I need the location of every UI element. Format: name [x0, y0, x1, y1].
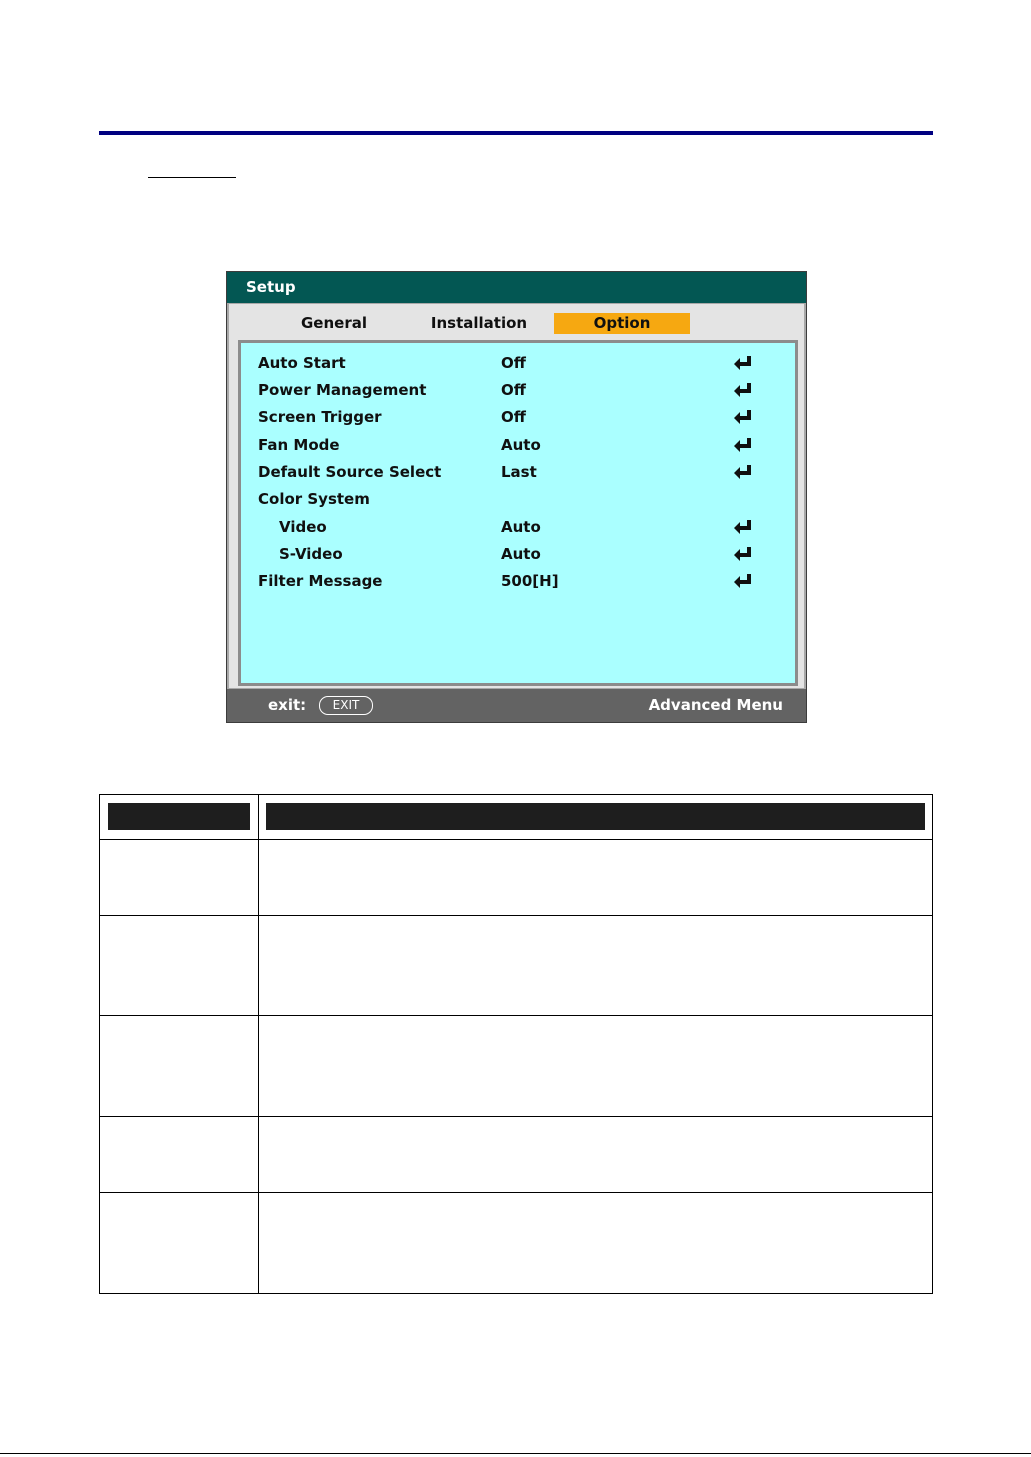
tab-general[interactable]: General: [301, 314, 367, 332]
menu-row-fan-mode[interactable]: [241, 433, 795, 457]
enter-arrow-icon[interactable]: [734, 519, 752, 535]
row-value: Off: [501, 354, 526, 372]
enter-arrow-icon[interactable]: [734, 464, 752, 480]
menu-row-video[interactable]: [241, 515, 795, 539]
description-table: [99, 794, 933, 1294]
row-label: Screen Trigger: [258, 408, 382, 426]
enter-arrow-icon[interactable]: [734, 355, 752, 371]
table-header-description: [266, 803, 925, 830]
row-label: S-Video: [279, 545, 343, 563]
row-divider: [100, 1116, 932, 1117]
row-value: Last: [501, 463, 537, 481]
row-label: Fan Mode: [258, 436, 340, 454]
menu-row-filter-message[interactable]: [241, 569, 795, 593]
row-divider: [100, 1192, 932, 1193]
menu-body: [229, 304, 804, 688]
table-header-item: [108, 803, 250, 830]
row-label: Power Management: [258, 381, 427, 399]
menu-row-default-source-select[interactable]: [241, 460, 795, 484]
row-label: Filter Message: [258, 572, 383, 590]
row-label: Default Source Select: [258, 463, 442, 481]
menu-row-color-system: [241, 487, 795, 511]
enter-arrow-icon[interactable]: [734, 437, 752, 453]
row-value: Off: [501, 381, 526, 399]
row-value: 500[H]: [501, 572, 559, 590]
heading-underline: [148, 177, 236, 178]
row-divider: [100, 839, 932, 840]
menu-footer: [227, 689, 806, 722]
row-label: Video: [279, 518, 327, 536]
menu-row-screen-trigger[interactable]: [241, 405, 795, 429]
row-value: Auto: [501, 545, 541, 563]
row-value: Auto: [501, 436, 541, 454]
enter-arrow-icon[interactable]: [734, 409, 752, 425]
menu-title: Setup: [227, 272, 806, 303]
menu-row-auto-start[interactable]: [241, 351, 795, 375]
exit-button[interactable]: EXIT: [319, 696, 373, 715]
row-divider: [100, 915, 932, 916]
option-panel: [238, 340, 798, 686]
row-label: Auto Start: [258, 354, 346, 372]
footer-rule: [0, 1453, 1031, 1454]
menu-row-s-video[interactable]: [241, 542, 795, 566]
setup-menu-window: [226, 271, 807, 723]
column-divider: [258, 795, 259, 1293]
advanced-menu-label: Advanced Menu: [648, 696, 783, 714]
row-value: Off: [501, 408, 526, 426]
menu-row-power-management[interactable]: [241, 378, 795, 402]
enter-arrow-icon[interactable]: [734, 546, 752, 562]
tab-option[interactable]: Option: [554, 313, 690, 334]
row-label: Color System: [258, 490, 370, 508]
tab-installation[interactable]: Installation: [430, 314, 528, 332]
header-rule: [99, 131, 933, 135]
row-divider: [100, 1015, 932, 1016]
row-value: Auto: [501, 518, 541, 536]
enter-arrow-icon[interactable]: [734, 573, 752, 589]
exit-label: exit:: [268, 696, 307, 714]
enter-arrow-icon[interactable]: [734, 382, 752, 398]
